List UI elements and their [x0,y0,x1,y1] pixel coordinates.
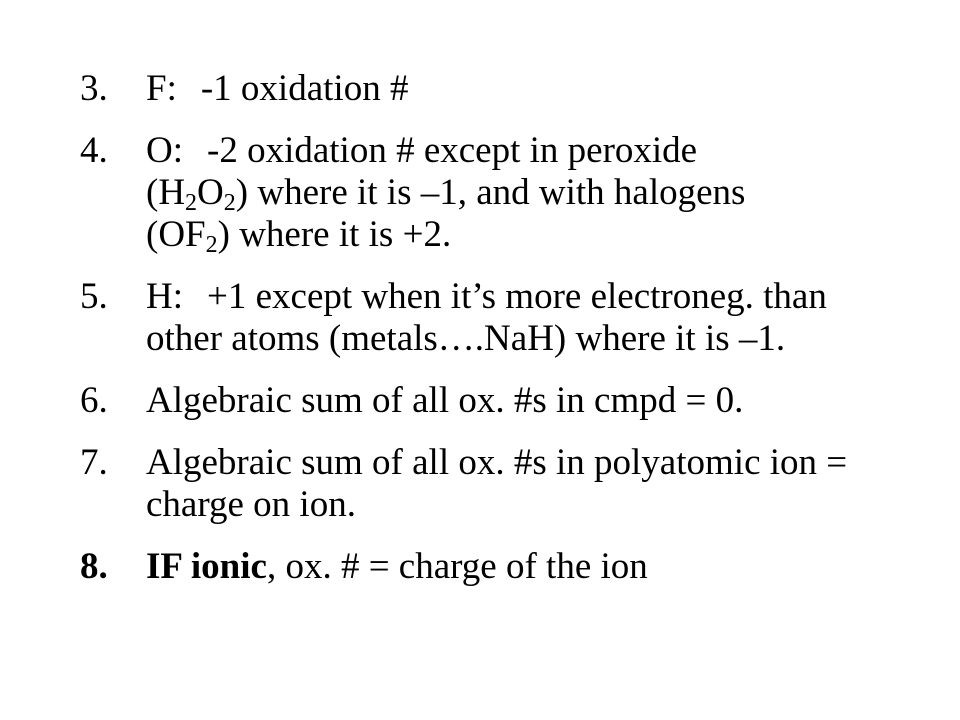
rule-3 [80,68,900,110]
rule-body [146,546,900,588]
rule-number: 6. [80,380,108,421]
rule-5 [80,276,900,360]
peroxide-formula-mid: O [197,172,224,213]
rule-7 [80,442,900,526]
rule-number: 8. [80,546,108,587]
rule-body [146,130,900,256]
rule-text: Algebraic sum of all ox. #s in cmpd = 0. [146,380,744,421]
rule-text: Algebraic sum of all ox. #s in polyatomic ion = charge on ion. [146,442,848,525]
rule-text: ) where it is +2. [217,214,452,255]
peroxide-formula-open: (H [146,172,186,213]
rule-body [146,276,900,360]
rule-number: 5. [80,276,108,317]
rule-element: H: [146,276,183,317]
halogen-formula-open: (OF [146,214,206,255]
rule-text: -2 oxidation # except in peroxide [207,130,698,171]
rule-element: O: [146,130,183,171]
rule-6 [80,380,900,422]
rule-number: 3. [80,68,108,109]
rule-number: 4. [80,130,108,171]
rule-emphasis: IF ionic [146,546,267,587]
rule-8 [80,546,900,588]
oxidation-rules-list [80,68,900,608]
subscript: 2 [223,190,236,216]
rule-4 [80,130,900,256]
rule-body [146,68,900,110]
rule-element: F: [146,68,177,109]
rule-number: 7. [80,442,108,483]
rule-text: ) where it is –1, and with halogens [235,172,746,213]
rule-text: , ox. # = charge of the ion [266,546,648,587]
rule-text: +1 except when it’s more electroneg. than other atoms (metals….NaH) where it is –1. [146,276,827,359]
rule-text: -1 oxidation # [200,68,409,109]
subscript: 2 [185,190,198,216]
subscript: 2 [205,232,218,258]
